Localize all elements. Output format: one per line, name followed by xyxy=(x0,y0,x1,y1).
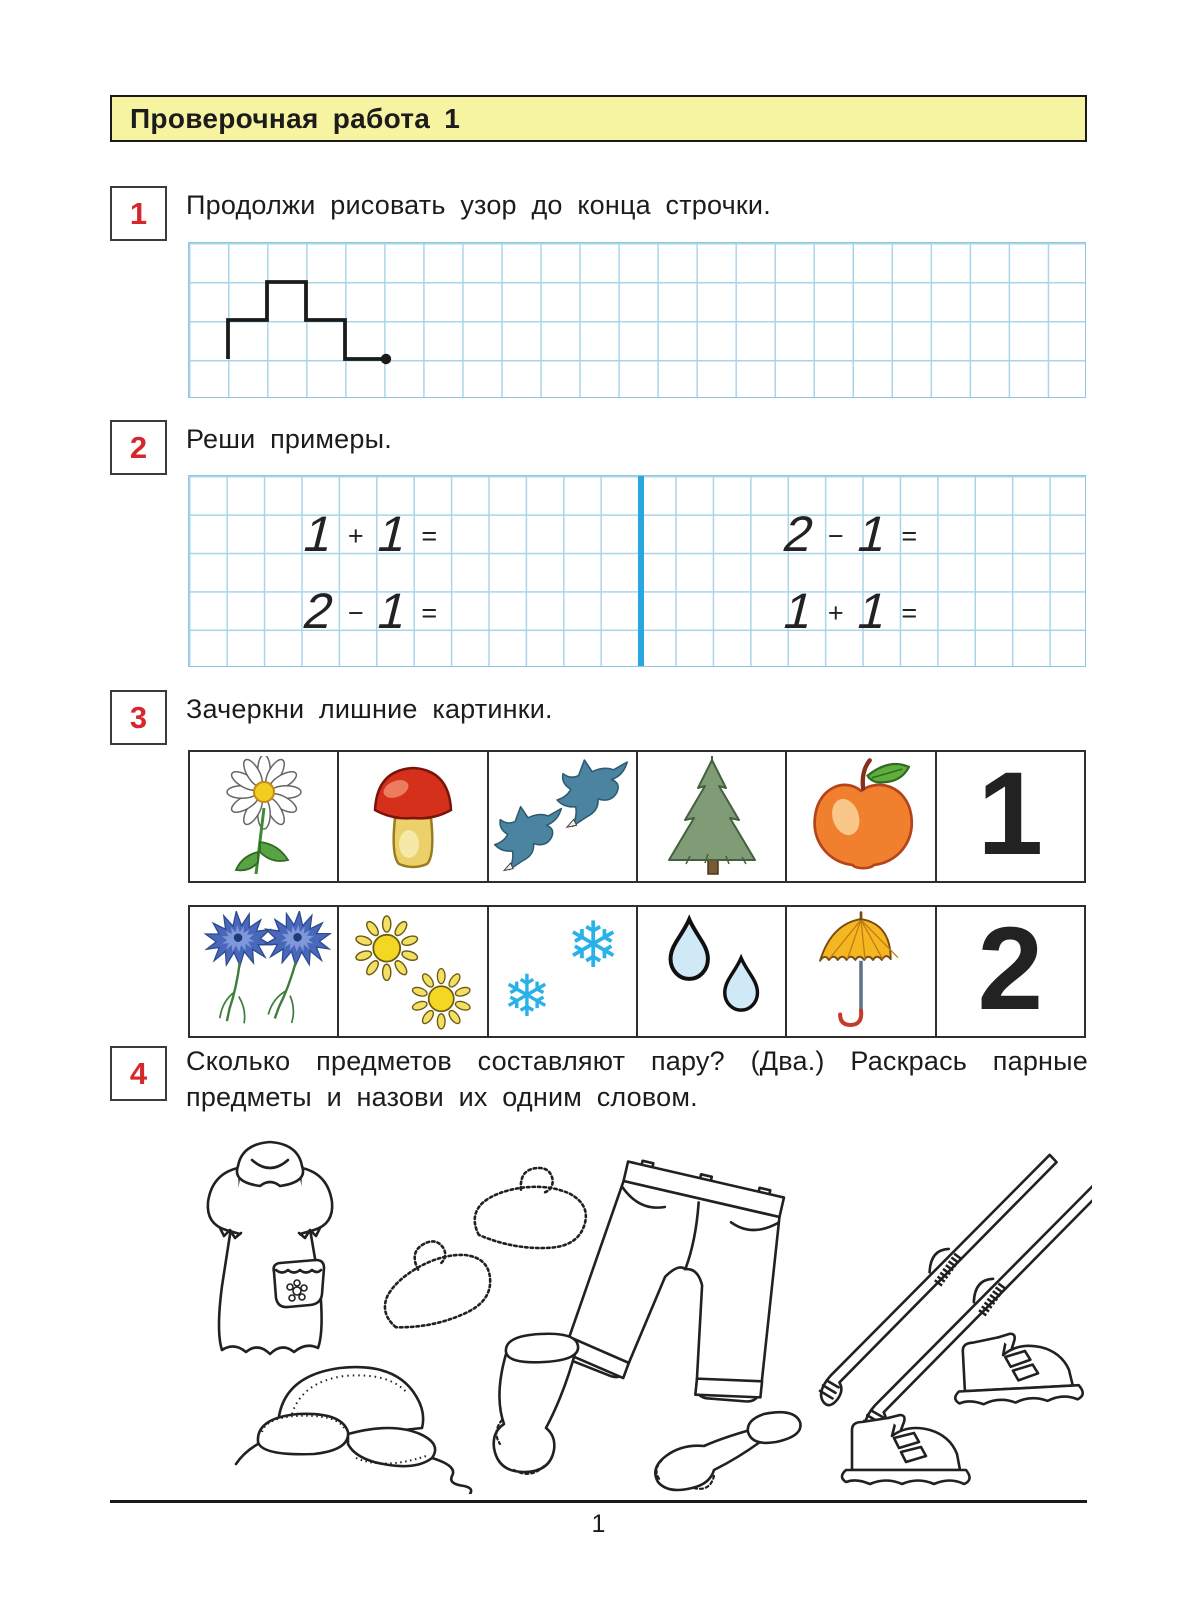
footer-rule xyxy=(110,1500,1087,1503)
mushroom-image[interactable] xyxy=(339,752,488,881)
equals-sign: = xyxy=(901,520,918,551)
equations-grid[interactable] xyxy=(188,475,1086,667)
picture-row-1 xyxy=(188,750,1086,883)
pattern-end-dot xyxy=(381,354,391,364)
equals-sign: = xyxy=(421,597,438,628)
cornflowers-image[interactable] xyxy=(190,907,339,1036)
task-1-text: Продолжи рисовать узор до конца строчки. xyxy=(186,190,771,220)
page-title: Проверочная работа 1 xyxy=(130,102,461,134)
task-2-text: Реши примеры. xyxy=(186,424,392,454)
operator: + xyxy=(347,520,364,551)
equation-right-1 xyxy=(778,506,918,562)
hw-digit: 1 xyxy=(851,583,894,639)
equation-left-2 xyxy=(298,583,438,639)
header-banner xyxy=(110,95,1087,142)
sock-drawing xyxy=(494,1334,578,1474)
task-4-number xyxy=(110,1046,167,1101)
dress-drawing xyxy=(208,1142,332,1354)
boot-drawing xyxy=(842,1415,970,1484)
equals-sign: = xyxy=(421,520,438,551)
task-4-text: Сколько предметов составляют пару? (Два.) Раскрась парные предметы и назови их одним словом. xyxy=(186,1046,1088,1112)
picture-row-2 xyxy=(188,905,1086,1038)
daisy-image[interactable] xyxy=(190,752,339,881)
task-3-number xyxy=(110,690,167,745)
task-1-number xyxy=(110,186,167,241)
equation-left-1 xyxy=(298,506,438,562)
task-4-number-label: 4 xyxy=(129,1055,148,1091)
answer-2-cell[interactable] xyxy=(937,907,1084,1036)
snowflake-icon: ❄ xyxy=(566,909,620,981)
umbrella-image[interactable] xyxy=(787,907,936,1036)
clothing-illustration[interactable] xyxy=(148,1122,1092,1494)
suns-image[interactable] xyxy=(339,907,488,1036)
boot-drawing xyxy=(952,1330,1083,1406)
hw-digit: 1 xyxy=(851,506,894,562)
sock-drawing xyxy=(655,1412,800,1490)
mitten-drawing xyxy=(377,1234,496,1331)
page-number: 1 xyxy=(591,1510,606,1538)
drops-image[interactable] xyxy=(638,907,787,1036)
operator: + xyxy=(827,597,844,628)
mitten-drawing xyxy=(470,1155,595,1261)
operator: − xyxy=(827,520,844,551)
fur-hat-drawing xyxy=(236,1367,471,1494)
hw-digit: 2 xyxy=(778,506,820,562)
hw-digit: 1 xyxy=(778,583,820,639)
operator: − xyxy=(347,597,364,628)
answer-number: 2 xyxy=(977,907,1044,1035)
snowflakes-image[interactable] xyxy=(489,907,638,1036)
pattern-grid[interactable] xyxy=(188,242,1086,398)
column-divider xyxy=(638,476,644,666)
snowflake-icon: ❄ xyxy=(502,964,552,1029)
swallows-image[interactable] xyxy=(489,752,638,881)
task-1-number-label: 1 xyxy=(129,195,148,231)
task-2-number xyxy=(110,420,167,475)
answer-number: 1 xyxy=(977,752,1044,880)
task-3-number-label: 3 xyxy=(129,699,148,735)
fir-tree-image[interactable] xyxy=(638,752,787,881)
pattern-step-line xyxy=(189,243,1087,399)
trousers-drawing xyxy=(559,1153,807,1410)
apple-image[interactable] xyxy=(787,752,936,881)
hw-digit: 2 xyxy=(298,583,340,639)
hw-digit: 1 xyxy=(371,506,414,562)
equals-sign: = xyxy=(901,597,918,628)
equation-right-2 xyxy=(778,583,918,639)
answer-1-cell[interactable] xyxy=(937,752,1084,881)
hw-digit: 1 xyxy=(371,583,414,639)
task-3-text: Зачеркни лишние картинки. xyxy=(186,694,553,724)
task-2-number-label: 2 xyxy=(129,429,148,465)
hw-digit: 1 xyxy=(298,506,340,562)
